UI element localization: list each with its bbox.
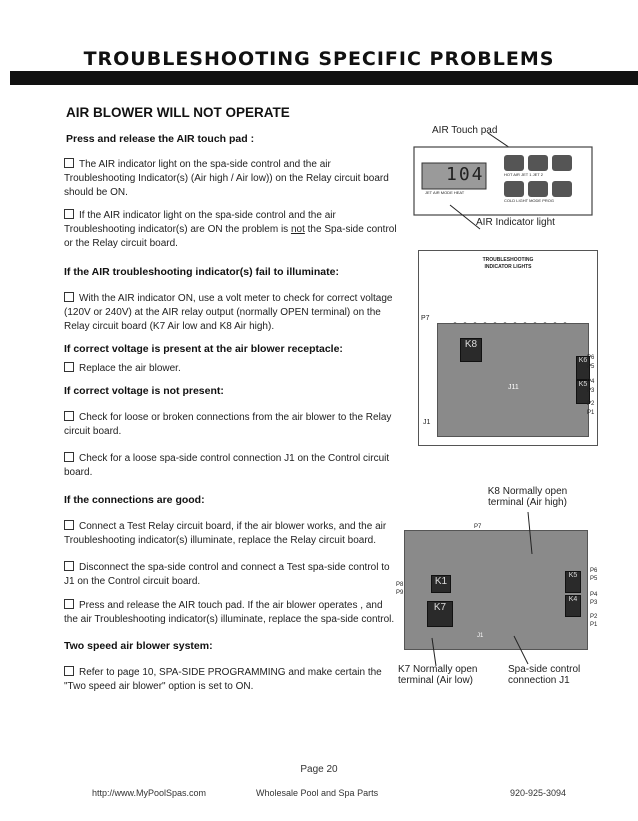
list-item-text: Refer to page 10, SPA-SIDE PROGRAMMING and make certain the "Two speed air blower" option is set to ON.	[64, 667, 382, 692]
label-p5-b: P5	[590, 576, 598, 582]
subheading-two-speed: Two speed air blower system:	[64, 640, 213, 652]
subheading-fail-illuminate: If the AIR troubleshooting indicator(s) fail to illuminate:	[64, 266, 339, 278]
list-item	[64, 209, 399, 251]
list-item-text: Check for loose or broken connections from the air blower to the Relay circuit board.	[64, 412, 392, 437]
footer-center: Wholesale Pool and Spa Parts	[256, 788, 379, 798]
list-item-text: With the AIR indicator ON, use a volt meter to check for correct voltage (120V or 240V) at the AIR relay output (normally OPEN terminal) on the Relay circuit board (K7 Air low and K8 Air high).	[64, 293, 393, 332]
list-item-text: Connect a Test Relay circuit board, if the air blower works, and the air Troubleshooting indicator(s) illuminate, replace the Relay circuit board.	[64, 521, 387, 546]
subheading-connections-good: If the connections are good:	[64, 494, 205, 506]
list-item	[64, 599, 399, 627]
list-item-text: Disconnect the spa-side control and connect a Test spa-side control to J1 on the Control circuit board.	[64, 562, 390, 587]
caption-k7-terminal: K7 Normally open terminal (Air low)	[398, 664, 478, 686]
label-p2: P2	[587, 401, 595, 407]
checkbox-icon	[64, 599, 74, 609]
checkbox-icon	[64, 209, 74, 219]
list-item-text: The AIR indicator light on the spa-side control and the air Troubleshooting Indicator(s) (Air high / Air low)) on the Relay circuit board should be ON.	[64, 159, 389, 198]
label-p3: P3	[587, 388, 595, 394]
label-j11: J11	[508, 384, 519, 391]
label-p1-b: P1	[590, 622, 598, 628]
label-p3-b: P3	[590, 600, 598, 606]
label-p7: P7	[421, 315, 430, 322]
indicator-header-1: TROUBLESHOOTING	[482, 257, 534, 263]
list-item-text: the Spa-side control or the Relay circuit board.	[64, 224, 397, 249]
label-j1: J1	[423, 419, 431, 426]
footer-url[interactable]: http://www.MyPoolSpas.com	[92, 788, 207, 798]
relay-k8: K8	[460, 338, 482, 362]
list-item-text: Press and release the AIR touch pad. If the air blower operates , and the air Troubleshooting indicator(s) illuminate, replace the spa-side control.	[64, 600, 395, 625]
caption-k8-terminal: K8 Normally open terminal (Air high)	[487, 486, 568, 508]
lcd-display: 104	[446, 164, 485, 185]
checkbox-icon	[64, 561, 74, 571]
list-item	[64, 520, 399, 548]
list-item	[64, 666, 399, 694]
title-rule	[10, 71, 638, 85]
list-item-text: Check for a loose spa-side control connection J1 on the Control circuit board.	[64, 453, 390, 478]
subheading-voltage-present: If correct voltage is present at the air blower receptacle:	[64, 343, 343, 355]
caption-air-indicator: AIR Indicator light	[476, 217, 555, 228]
list-item	[64, 452, 399, 480]
label-p8: P8	[396, 582, 404, 588]
emphasis-not: not	[290, 224, 305, 235]
list-item	[64, 292, 404, 334]
footer-phone: 920-925-3094	[510, 788, 567, 798]
relay-k6: K6	[576, 356, 590, 380]
checkbox-icon	[64, 292, 74, 302]
list-item	[64, 411, 399, 439]
indicator-lights	[419, 271, 597, 331]
checkbox-icon	[64, 158, 74, 168]
label-p4: P4	[587, 379, 595, 385]
checkbox-icon	[64, 362, 74, 372]
callout-lines	[400, 510, 610, 670]
list-item	[64, 362, 399, 376]
subheading-press-air: Press and release the AIR touch pad :	[66, 133, 255, 145]
list-item-text: Replace the air blower.	[79, 363, 181, 374]
label-p6-b: P6	[590, 568, 598, 574]
caption-j1-connection: Spa-side control connection J1	[508, 664, 581, 686]
subheading-voltage-not-present: If correct voltage is not present:	[64, 385, 224, 397]
label-p2-b: P2	[590, 614, 598, 620]
label-p7-b: P7	[474, 524, 482, 530]
checkbox-icon	[64, 452, 74, 462]
relay-board-figure	[418, 250, 598, 446]
list-item	[64, 158, 399, 200]
relay-k1: K1	[431, 575, 451, 593]
relay-k5: K5	[576, 380, 590, 404]
checkbox-icon	[64, 411, 74, 421]
list-item	[64, 561, 399, 589]
section-heading: AIR BLOWER WILL NOT OPERATE	[66, 105, 290, 120]
relay-k4b: K4	[565, 595, 581, 617]
label-p5: P5	[587, 364, 595, 370]
pad-row1-labels: HOT AIR JET 1 JET 2	[504, 172, 543, 177]
page-title: TROUBLESHOOTING SPECIFIC PROBLEMS	[83, 48, 555, 70]
checkbox-icon	[64, 666, 74, 676]
label-p6: P6	[587, 355, 595, 361]
checkbox-icon	[64, 520, 74, 530]
relay-k5b: K5	[565, 571, 581, 593]
label-p4-b: P4	[590, 592, 598, 598]
relay-k7: K7	[427, 601, 453, 627]
label-p1: P1	[587, 410, 595, 416]
label-j1-b: J1	[477, 633, 484, 639]
label-p9: P9	[396, 590, 404, 596]
pad-left-labels: JET AIR MODE HEAT	[425, 190, 465, 195]
list-item-text: If the AIR indicator light on the spa-side control and the air Troubleshooting indicator(s) are ON the problem is	[64, 210, 336, 235]
page-number: Page 20	[300, 764, 338, 775]
caption-air-touch-pad: AIR Touch pad	[432, 125, 498, 136]
pad-row2-labels: COLD LIGHT MODE PROG	[504, 198, 554, 203]
indicator-header-2: INDICATOR LIGHTS	[484, 264, 532, 270]
